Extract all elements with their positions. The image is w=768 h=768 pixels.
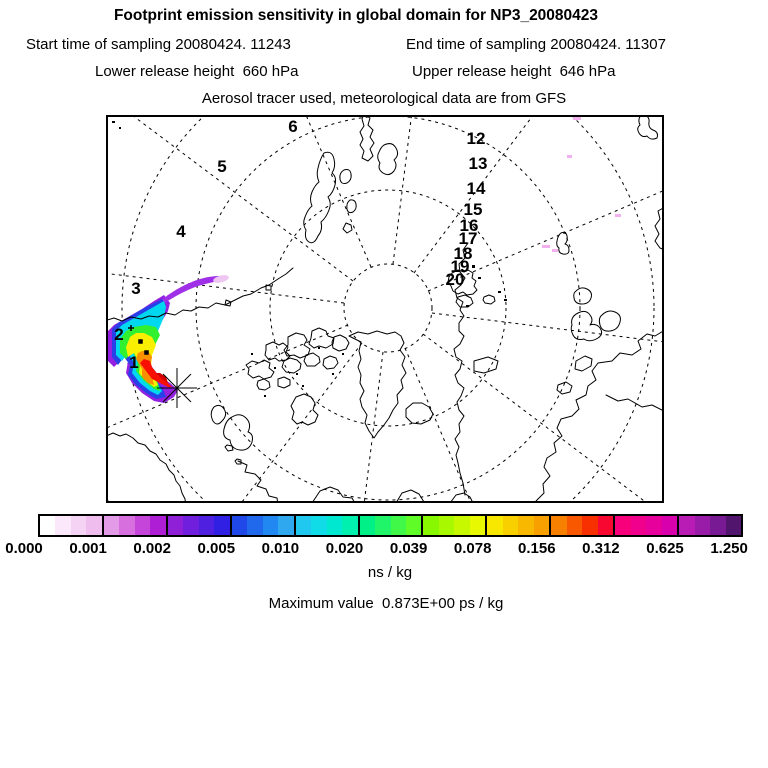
colorbar-tick: 0.312: [582, 540, 620, 557]
colorbar-cell: [119, 516, 134, 535]
trajectory-label-18: 18: [453, 244, 473, 263]
colorbar-cell: [646, 516, 661, 535]
colorbar-cell: [168, 516, 183, 535]
colorbar-tick: 0.625: [646, 540, 684, 557]
colorbar-segment: [360, 516, 424, 535]
trajectory-label-12: 12: [466, 129, 486, 148]
trajectory-label-3: 3: [131, 279, 141, 298]
colorbar-tick: 1.250: [710, 540, 748, 557]
colorbar-cell: [311, 516, 326, 535]
colorbar-tick: 0.002: [133, 540, 171, 557]
colorbar-cell: [55, 516, 70, 535]
lower-release-text: Lower release height 660 hPa: [95, 63, 299, 80]
colorbar-cell: [534, 516, 549, 535]
colorbar: [38, 514, 743, 537]
colorbar-cell: [296, 516, 311, 535]
colorbar-cell: [342, 516, 357, 535]
colorbar-segment: [40, 516, 104, 535]
colorbar-tick: 0.020: [325, 540, 364, 557]
colorbar-cell: [551, 516, 566, 535]
trajectory-label-17: 17: [458, 229, 478, 248]
colorbar-cell: [104, 516, 119, 535]
colorbar-cell: [710, 516, 725, 535]
colorbar-cell: [247, 516, 262, 535]
colorbar-cell: [360, 516, 375, 535]
sensitivity-specks: [542, 116, 621, 252]
figure-title: Footprint emission sensitivity in global domain for NP3_20080423: [113, 7, 599, 24]
colorbar-cell: [71, 516, 86, 535]
colorbar-cell: [454, 516, 469, 535]
tracer-info-text: Aerosol tracer used, meteorological data are from GFS: [201, 90, 567, 107]
colorbar-cell: [375, 516, 390, 535]
maximum-value-text: Maximum value 0.873E+00 ps / kg: [268, 595, 504, 612]
trajectory-label-5: 5: [217, 157, 227, 176]
colorbar-tick: 0.078: [453, 540, 492, 557]
colorbar-segment: [296, 516, 360, 535]
colorbar-cell: [263, 516, 278, 535]
plume-tail-tip: [212, 274, 229, 284]
colorbar-cell: [439, 516, 454, 535]
trajectory-label-14: 14: [466, 179, 486, 198]
colorbar-cell: [327, 516, 342, 535]
colorbar-segment: [168, 516, 232, 535]
colorbar-segment: [423, 516, 487, 535]
trajectory-label-6: 6: [288, 117, 298, 136]
end-time-text: End time of sampling 20080424. 11307: [406, 36, 666, 53]
colorbar-cell: [232, 516, 247, 535]
colorbar-cell: [199, 516, 214, 535]
colorbar-segment: [104, 516, 168, 535]
colorbar-segment: [487, 516, 551, 535]
colorbar-cell: [726, 516, 741, 535]
trajectory-label-4: 4: [176, 222, 186, 241]
colorbar-segment: [679, 516, 741, 535]
colorbar-segment: [551, 516, 615, 535]
colorbar-tick: 0.039: [389, 540, 428, 557]
colorbar-tick: 0.156: [518, 540, 556, 557]
colorbar-cell: [503, 516, 518, 535]
release-point-star: [157, 368, 197, 408]
colorbar-tick: 0.010: [261, 540, 300, 557]
colorbar-cell: [278, 516, 293, 535]
colorbar-cell: [391, 516, 406, 535]
colorbar-cell: [518, 516, 533, 535]
trajectory-label-1: 1: [129, 353, 139, 372]
trajectory-label-19: 19: [450, 257, 470, 276]
map-panel: [106, 115, 664, 503]
colorbar-segment: [615, 516, 679, 535]
colorbar-tick: 0.005: [197, 540, 236, 557]
colorbar-cell: [406, 516, 421, 535]
graticule: [106, 115, 664, 503]
colorbar-cell: [662, 516, 677, 535]
colorbar-tick: 0.000: [5, 540, 43, 557]
colorbar-cell: [470, 516, 485, 535]
upper-release-text: Upper release height 646 hPa: [412, 63, 616, 80]
colorbar-cell: [582, 516, 597, 535]
colorbar-cell: [135, 516, 150, 535]
colorbar-cell: [150, 516, 165, 535]
colorbar-cell: [86, 516, 101, 535]
colorbar-cell: [40, 516, 55, 535]
trajectory-label-20: 20: [445, 270, 465, 289]
colorbar-cell: [631, 516, 646, 535]
colorbar-cell: [695, 516, 710, 535]
colorbar-cell: [183, 516, 198, 535]
colorbar-cell: [214, 516, 229, 535]
colorbar-cell: [598, 516, 613, 535]
arctic-map: [106, 115, 664, 503]
trajectory-label-2: 2: [114, 325, 124, 344]
colorbar-cell: [567, 516, 582, 535]
trajectory-label-15: 15: [463, 200, 483, 219]
colorbar-cell: [615, 516, 630, 535]
trajectory-label-13: 13: [468, 154, 488, 173]
start-time-text: Start time of sampling 20080424. 11243: [26, 36, 291, 53]
map-detail-specks: [112, 121, 507, 397]
colorbar-unit-label: ns / kg: [367, 564, 413, 581]
trajectory-label-16: 16: [459, 216, 479, 235]
colorbar-segment: [232, 516, 296, 535]
colorbar-tick: 0.001: [69, 540, 107, 557]
colorbar-cell: [487, 516, 502, 535]
colorbar-cell: [423, 516, 438, 535]
colorbar-cell: [679, 516, 694, 535]
